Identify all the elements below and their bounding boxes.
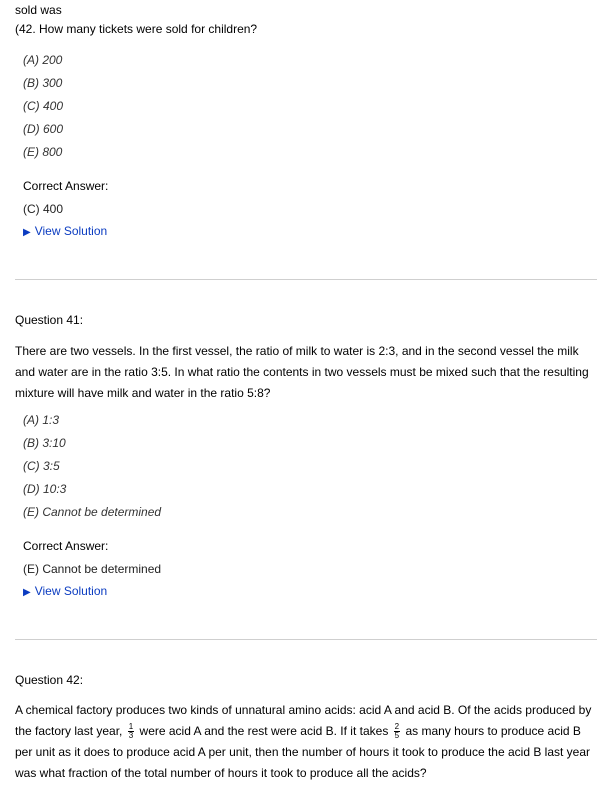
q42-text-part1: A chemical factory produces two kinds of unnatural amino acids: acid A and acid B. Of the acids produced by the factory last year, bbox=[15, 703, 592, 738]
view-solution-link[interactable] bbox=[23, 224, 107, 238]
question-41-title: Question 41: bbox=[15, 313, 84, 327]
view-solution-label: View Solution bbox=[34, 224, 108, 238]
q42-text-part3: as many hours to produce acid B per unit as it does to produce acid A per unit, then the number of hours it took to produce the acid B last year was what fraction of the total number of hours it took to produce all the acids? bbox=[15, 724, 591, 780]
correct-answer-value: (C) 400 bbox=[23, 202, 64, 216]
divider bbox=[15, 639, 597, 640]
frac-den: 3 bbox=[128, 731, 134, 741]
triangle-right-icon: ▶ bbox=[23, 587, 31, 598]
option-c: (C) 400 bbox=[23, 99, 64, 113]
question-41-text: There are two vessels. In the first vessel, the ratio of milk to water is 2:3, and in the second vessel the milk and water are in the ratio 3:5. In what ratio the contents in two vessels must be mixed such that the resulting mixture will have milk and water in the ratio 5:8? bbox=[15, 344, 589, 400]
option-d: (D) 10:3 bbox=[23, 482, 67, 496]
triangle-right-icon: ▶ bbox=[23, 227, 31, 238]
correct-answer-value: (E) Cannot be determined bbox=[23, 562, 162, 576]
fraction-two-fifths bbox=[394, 723, 400, 740]
option-e: (E) 800 bbox=[23, 145, 63, 159]
option-e: (E) Cannot be determined bbox=[23, 505, 162, 519]
divider bbox=[15, 279, 597, 280]
option-d: (D) 600 bbox=[23, 122, 64, 136]
option-b: (B) 3:10 bbox=[23, 436, 66, 450]
option-c: (C) 3:5 bbox=[23, 459, 60, 473]
frac-num: 2 bbox=[394, 722, 400, 732]
sub-question: (42. How many tickets were sold for children? bbox=[15, 22, 258, 36]
frac-num: 1 bbox=[128, 722, 134, 732]
option-b: (B) 300 bbox=[23, 76, 63, 90]
frac-den: 5 bbox=[394, 731, 400, 741]
view-solution-label: View Solution bbox=[34, 584, 108, 598]
question-42-text bbox=[15, 700, 597, 784]
view-solution-link[interactable] bbox=[23, 584, 107, 598]
q42-text-part2: were acid A and the rest were acid B. If it takes bbox=[139, 724, 389, 738]
fraction-one-third bbox=[128, 723, 134, 740]
question-42-title: Question 42: bbox=[15, 673, 84, 687]
intro-line: sold was bbox=[15, 3, 62, 17]
correct-answer-label: Correct Answer: bbox=[23, 539, 109, 553]
option-a: (A) 1:3 bbox=[23, 413, 60, 427]
option-a: (A) 200 bbox=[23, 53, 63, 67]
correct-answer-label: Correct Answer: bbox=[23, 179, 109, 193]
